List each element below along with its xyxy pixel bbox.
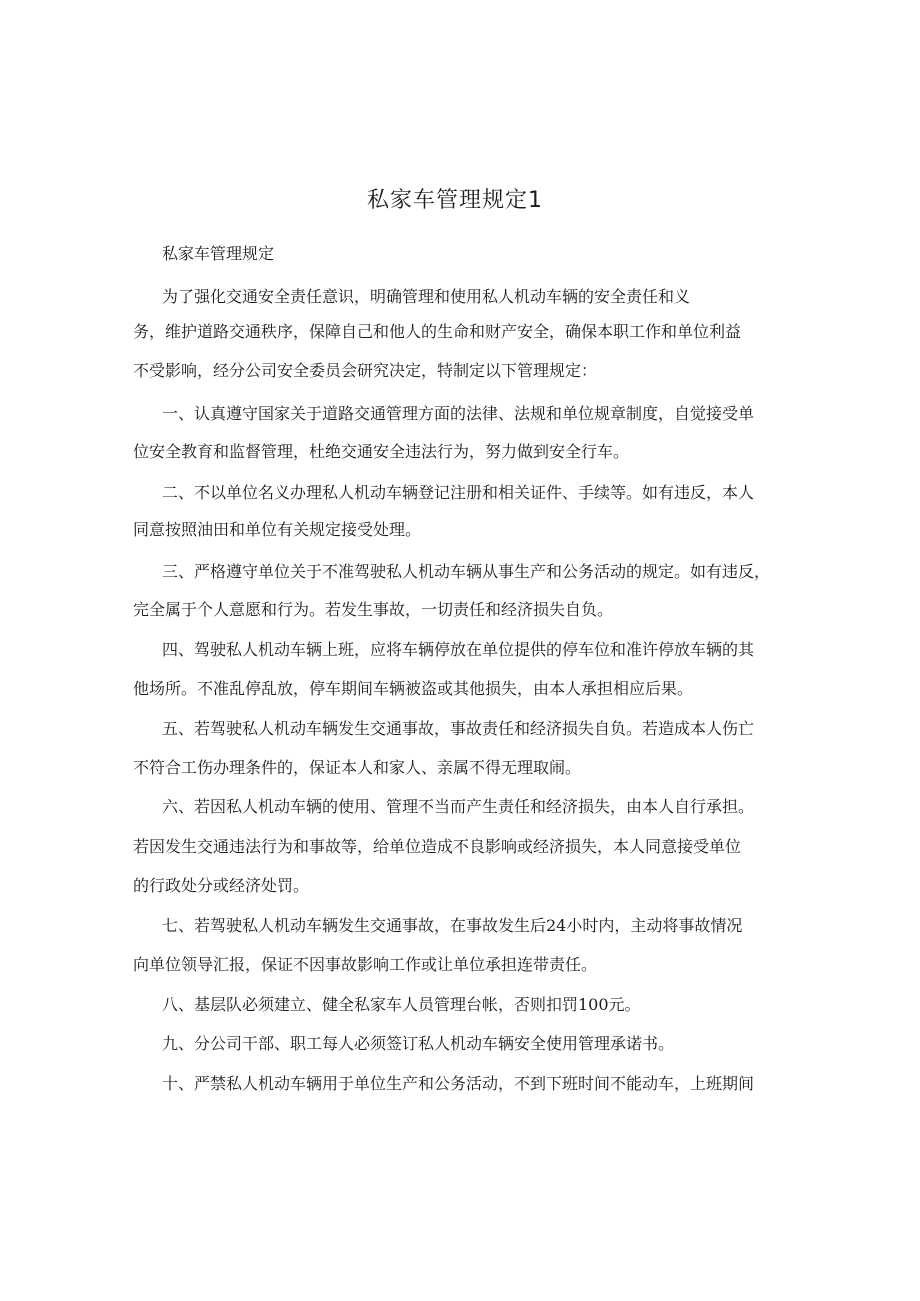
item-3-line-1: 三、严格遵守单位关于不准驾驶私人机动车辆从事生产和公务活动的规定。如有违反， xyxy=(162,562,771,581)
item-5-line-1: 五、若驾驶私人机动车辆发生交通事故，事故责任和经济损失自负。若造成本人伤亡 xyxy=(162,719,755,738)
item-3-line-2: 完全属于个人意愿和行为。若发生事故，一切责任和经济损失自负。 xyxy=(133,600,614,619)
item-7-line-1: 七、若驾驶私人机动车辆发生交通事故，在事故发生后24小时内，主动将事故情况 xyxy=(162,916,743,935)
item-4-line-1: 四、驾驶私人机动车辆上班，应将车辆停放在单位提供的停车位和准许停放车辆的其 xyxy=(162,640,755,659)
item-2-line-1: 二、不以单位名义办理私人机动车辆登记注册和相关证件、手续等。如有违反，本人 xyxy=(162,483,755,502)
item-8-line-1: 八、基层队必须建立、健全私家车人员管理台帐，否则扣罚100元。 xyxy=(162,995,641,1014)
item-6-line-1: 六、若因私人机动车辆的使用、管理不当而产生责任和经济损失，由本人自行承担。 xyxy=(162,797,755,816)
item-1-line-2: 位安全教育和监督管理，杜绝交通安全违法行为，努力做到安全行车。 xyxy=(133,442,630,461)
item-9-line-1: 九、分公司干部、职工每人必须签订私人机动车辆安全使用管理承诺书。 xyxy=(162,1034,675,1053)
item-6-line-3: 的行政处分或经济处罚。 xyxy=(133,876,310,895)
item-1-line-1: 一、认真遵守国家关于道路交通管理方面的法律、法规和单位规章制度，自觉接受单 xyxy=(162,404,755,423)
intro-line-2: 务，维护道路交通秩序，保障自己和他人的生命和财产安全，确保本职工作和单位利益 xyxy=(133,322,742,341)
item-10-line-1: 十、严禁私人机动车辆用于单位生产和公务活动，不到下班时间不能动车，上班期间 xyxy=(162,1074,755,1093)
document-title: 私家车管理规定1 xyxy=(367,188,543,213)
item-5-line-2: 不符合工伤办理条件的，保证本人和家人、亲属不得无理取闹。 xyxy=(133,758,582,777)
item-6-line-2: 若因发生交通违法行为和事故等，给单位造成不良影响或经济损失，本人同意接受单位 xyxy=(133,837,742,856)
item-4-line-2: 他场所。不准乱停乱放，停车期间车辆被盗或其他损失，由本人承担相应后果。 xyxy=(133,679,694,698)
document-subtitle: 私家车管理规定 xyxy=(162,244,275,263)
item-2-line-2: 同意按照油田和单位有关规定接受处理。 xyxy=(133,520,422,539)
intro-line-1: 为了强化交通安全责任意识，明确管理和使用私人机动车辆的安全责任和义 xyxy=(162,287,691,306)
intro-line-3: 不受影响，经分公司安全委员会研究决定，特制定以下管理规定： xyxy=(133,361,598,380)
item-7-line-2: 向单位领导汇报，保证不因事故影响工作或让单位承担连带责任。 xyxy=(133,955,598,974)
